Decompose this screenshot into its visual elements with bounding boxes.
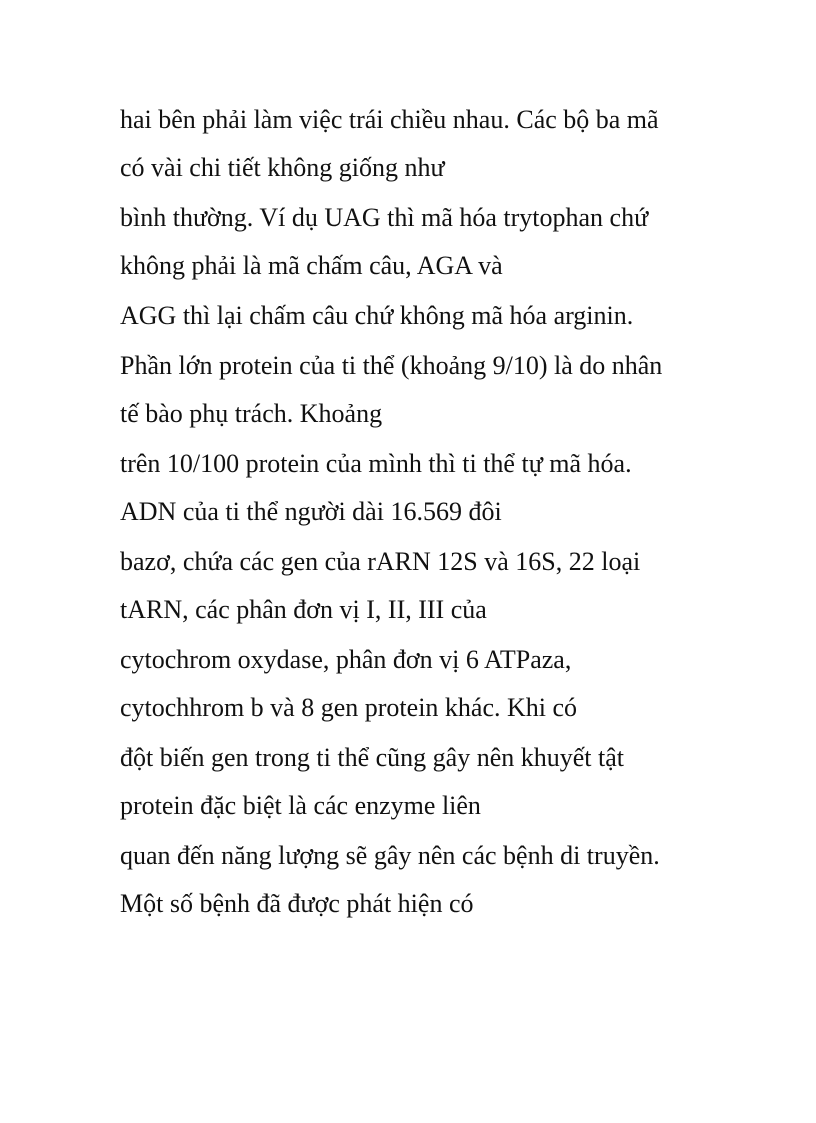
paragraph [120, 734, 720, 830]
text-line: protein đặc biệt là các enzyme liên [120, 791, 481, 820]
text-line: tARN, các phân đơn vị I, II, III của [120, 595, 487, 624]
text-line: tế bào phụ trách. Khoảng [120, 399, 383, 428]
text-line: bình thường. Ví dụ UAG thì mã hóa trytophan chứ [120, 203, 649, 232]
text-line: không phải là mã chấm câu, AGA và [120, 251, 503, 280]
paragraph [120, 832, 720, 928]
paragraph [120, 292, 720, 340]
paragraph [120, 194, 720, 290]
paragraph [120, 342, 720, 438]
text-line: đột biến gen trong ti thể cũng gây nên khuyết tật [120, 743, 624, 772]
text-line: có vài chi tiết không giống như [120, 153, 445, 182]
text-line: hai bên phải làm việc trái chiều nhau. Các bộ ba mã [120, 105, 659, 134]
body-text [120, 96, 720, 930]
text-line: Phần lớn protein của ti thể (khoảng 9/10) là do nhân [120, 351, 663, 380]
text-line: trên 10/100 protein của mình thì ti thể tự mã hóa. [120, 449, 632, 478]
text-line: cytochrom oxydase, phân đơn vị 6 ATPaza, [120, 645, 572, 674]
text-line: bazơ, chứa các gen của rARN 12S và 16S, 22 loại [120, 547, 641, 576]
text-line: ADN của ti thể người dài 16.569 đôi [120, 497, 502, 526]
paragraph [120, 440, 720, 536]
paragraph [120, 538, 720, 634]
paragraph [120, 96, 720, 192]
text-line: Một số bệnh đã được phát hiện có [120, 889, 474, 918]
text-line: AGG thì lại chấm câu chứ không mã hóa arginin. [120, 301, 634, 330]
text-line: quan đến năng lượng sẽ gây nên các bệnh di truyền. [120, 841, 660, 870]
paragraph [120, 636, 720, 732]
text-line: cytochhrom b và 8 gen protein khác. Khi có [120, 693, 578, 722]
